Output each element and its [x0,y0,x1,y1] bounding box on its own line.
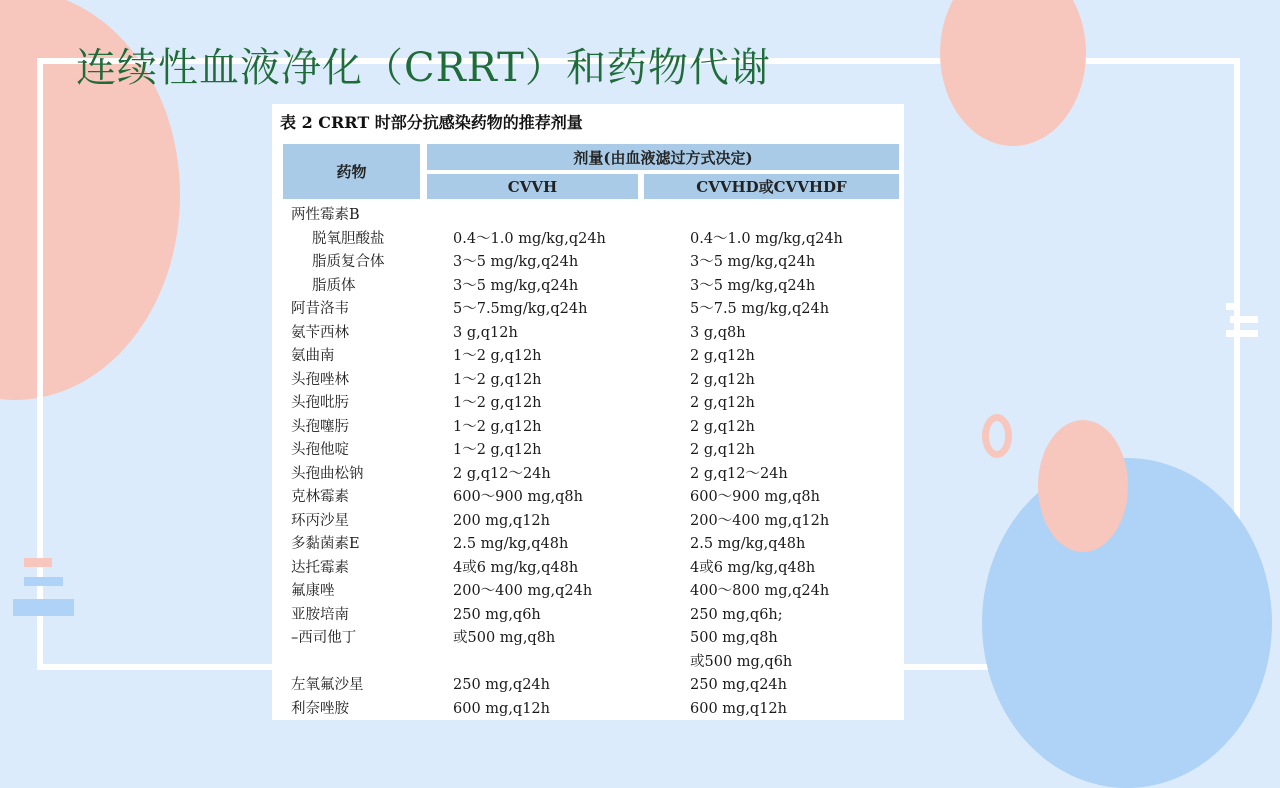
cvvh-dose-cell: 250 mg,q6h [453,606,541,623]
table-row [272,345,904,369]
table-row [272,298,904,322]
cvvh-dose-cell: 5～7.5mg/kg,q24h [453,301,588,317]
cvvh-dose-cell: 1～2 g,q12h [453,395,542,411]
drug-cell: 头孢噻肟 [291,418,349,435]
cvvh-dose-cell: 0.4～1.0 mg/kg,q24h [453,230,606,247]
table-row [272,580,904,604]
dosage-table-sheet [272,104,904,720]
white-bar-decoration [1230,316,1258,323]
cvvhd-dose-cell: 3～5 mg/kg,q24h [690,277,816,294]
table-row [272,627,904,651]
table-row [272,322,904,346]
white-bar-decoration [1226,303,1240,310]
drug-cell: 头孢曲松钠 [291,465,364,482]
bar-decoration [13,599,74,616]
cvvhd-dose-cell: 3 g,q8h [690,324,746,341]
cvvhd-dose-cell: 2 g,q12h [690,348,755,364]
cvvhd-dose-cell: 500 mg,q8h [690,630,778,646]
drug-cell: 克林霉素 [291,489,349,505]
cvvhd-dose-cell: 200～400 mg,q12h [690,512,830,529]
cvvh-dose-cell: 1～2 g,q12h [453,348,542,364]
cvvh-dose-cell: 1～2 g,q12h [453,418,542,435]
drug-cell: 氨曲南 [291,348,335,364]
drug-cell: 环丙沙星 [291,512,349,529]
cvvhd-dose-cell: 400～800 mg,q24h [690,583,830,599]
table-row [272,463,904,487]
table-row [272,557,904,581]
drug-cell: 阿昔洛韦 [291,301,349,317]
cvvh-dose-cell: 600 mg,q12h [453,700,550,717]
table-row [272,275,904,299]
cvvh-dose-cell: 2 g,q12～24h [453,465,551,482]
cvvhd-dose-cell: 2 g,q12h [690,371,755,388]
drug-cell: 头孢唑林 [291,371,349,388]
drug-cell: 左氧氟沙星 [291,677,364,693]
drug-cell: 多黏菌素E [291,536,360,552]
cvvhd-dose-cell: 4或6 mg/kg,q48h [690,559,816,576]
table-row [272,416,904,440]
table-caption: 表 2 CRRT 时部分抗感染药物的推荐剂量 [280,113,583,132]
slide-title: 连续性血液净化（CRRT）和药物代谢 [76,45,771,91]
bar-decoration [24,577,63,586]
cvvhd-dose-cell: 2 g,q12h [690,395,755,411]
header-cvvh: CVVH [427,174,638,199]
table-body [272,204,904,720]
blue-circle-decoration [982,458,1272,788]
cvvh-dose-cell: 600～900 mg,q8h [453,489,583,505]
cvvhd-dose-cell: 0.4～1.0 mg/kg,q24h [690,230,843,247]
pink-oval-decoration [1038,420,1128,552]
table-row [272,698,904,721]
table-row [272,651,904,675]
cvvh-dose-cell: 3～5 mg/kg,q24h [453,254,579,270]
white-bar-decoration [1226,330,1258,337]
drug-cell: 氨苄西林 [291,324,349,341]
table-row [272,674,904,698]
cvvhd-dose-cell: 600 mg,q12h [690,700,787,717]
cvvh-dose-cell: 3～5 mg/kg,q24h [453,277,579,294]
cvvhd-dose-cell: 2.5 mg/kg,q48h [690,536,806,552]
cvvh-dose-cell: 3 g,q12h [453,324,518,341]
cvvhd-dose-cell: 2 g,q12～24h [690,465,788,482]
table-row [272,204,904,228]
cvvh-dose-cell: 200 mg,q12h [453,512,550,529]
drug-cell: 利奈唑胺 [291,700,349,717]
drug-cell: 亚胺培南 [291,606,349,623]
cvvhd-dose-cell: 5～7.5 mg/kg,q24h [690,301,830,317]
header-cvvhd: CVVHD或CVVHDF [644,174,899,199]
cvvhd-dose-cell: 3～5 mg/kg,q24h [690,254,816,270]
cvvhd-dose-cell: 250 mg,q6h; [690,606,783,623]
cvvhd-dose-cell: 2 g,q12h [690,418,755,435]
cvvhd-dose-cell: 2 g,q12h [690,442,755,458]
bar-decoration [24,558,52,567]
cvvh-dose-cell: 4或6 mg/kg,q48h [453,559,579,576]
cvvh-dose-cell: 250 mg,q24h [453,677,550,693]
table-row [272,228,904,252]
drug-cell: 头孢吡肟 [291,395,349,411]
table-row [272,439,904,463]
cvvhd-dose-cell: 600～900 mg,q8h [690,489,820,505]
drug-cell: 脂质体 [312,277,356,294]
cvvh-dose-cell: 或500 mg,q8h [453,630,556,646]
drug-cell: 脱氧胆酸盐 [312,230,385,247]
cvvh-dose-cell: 2.5 mg/kg,q48h [453,536,569,552]
table-row [272,369,904,393]
cvvh-dose-cell: 1～2 g,q12h [453,371,542,388]
table-row [272,510,904,534]
drug-cell: 达托霉素 [291,559,349,576]
table-row [272,392,904,416]
cvvhd-dose-cell: 250 mg,q24h [690,677,787,693]
table-row [272,604,904,628]
table-row [272,486,904,510]
cvvh-dose-cell: 200～400 mg,q24h [453,583,593,599]
cvvh-dose-cell: 1～2 g,q12h [453,442,542,458]
table-row [272,251,904,275]
drug-cell: 头孢他啶 [291,442,349,458]
drug-cell: 脂质复合体 [312,254,385,270]
drug-cell: 两性霉素B [291,207,360,223]
pink-ring-decoration [982,414,1012,458]
cvvhd-dose-cell: 或500 mg,q6h [690,653,793,670]
header-dose: 剂量(由血液滤过方式决定) [427,144,899,170]
header-drug: 药物 [283,144,420,199]
drug-cell: –西司他丁 [291,630,357,646]
drug-cell: 氟康唑 [291,583,335,599]
table-row [272,533,904,557]
